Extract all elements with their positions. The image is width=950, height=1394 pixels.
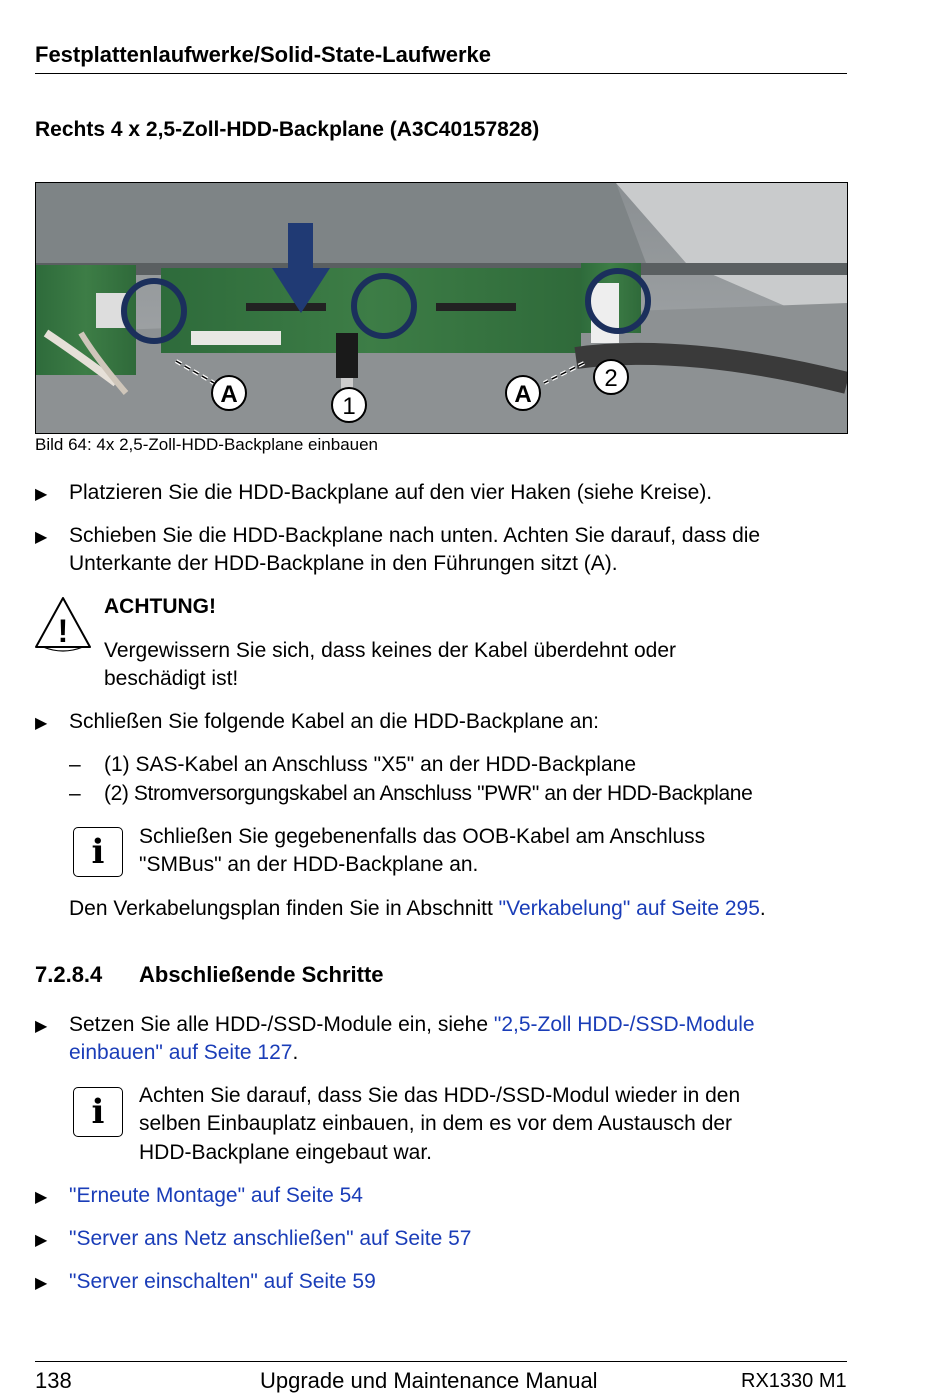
info-text: Achten Sie darauf, dass Sie das HDD-/SSD-Modul wieder in den [139,1084,741,1107]
svg-text:!: ! [57,613,69,649]
step-text: Schieben Sie die HDD-Backplane nach unten. Achten Sie darauf, dass die [69,524,761,547]
bullet-icon: ▶ [35,1189,48,1206]
cabling-link[interactable]: "Verkabelung" auf Seite 295 [498,897,760,920]
info-text: "SMBus" an der HDD-Backplane an. [139,853,479,876]
callout-a-right: A [514,381,532,408]
callout-2: 2 [604,365,618,392]
final-step-suffix: . [292,1041,299,1064]
callout-1: 1 [342,393,356,420]
step-text: Platzieren Sie die HDD-Backplane auf den vier Haken (siehe Kreise). [69,481,713,504]
step-text: Schließen Sie folgende Kabel an die HDD-Backplane an: [69,710,599,733]
caution-text: beschädigt ist! [104,667,239,690]
info-text: Schließen Sie gegebenenfalls das OOB-Kabel am Anschluss [139,825,706,848]
callout-a-left: A [220,381,238,408]
dash-marker: – [69,782,81,805]
sub-item: (1) SAS-Kabel an Anschluss "X5" an der HDD-Backplane [104,753,637,776]
caution-title: ACHTUNG! [104,595,216,618]
link-server-einschalten[interactable]: "Server einschalten" auf Seite 59 [69,1270,376,1293]
backplane-photo [35,182,848,434]
final-step-prefix: Setzen Sie alle HDD-/SSD-Module ein, siehe [69,1013,494,1036]
bullet-icon: ▶ [35,529,48,546]
sub-item: (2) Stromversorgungskabel an Anschluss "PWR" an der HDD-Backplane [104,782,753,805]
step-text [69,1011,755,1039]
bullet-icon: ▶ [35,1275,48,1292]
page-number: 138 [35,1368,72,1393]
hdd-module-link[interactable]: einbauen" auf Seite 127 [69,1041,293,1064]
info-icon: i [73,827,123,877]
link-erneute-montage[interactable]: "Erneute Montage" auf Seite 54 [69,1184,363,1207]
caution-icon [33,595,93,653]
info-text: selben Einbauplatz einbauen, in dem es vor dem Austausch der [139,1112,733,1135]
info-icon: i [73,1087,123,1137]
subsection-number: 7.2.8.4 [35,962,103,987]
running-header: Festplattenlaufwerke/Solid-State-Laufwerke [35,42,491,67]
figure-caption: Bild 64: 4x 2,5-Zoll-HDD-Backplane einbauen [35,435,379,454]
bullet-icon: ▶ [35,1018,48,1035]
hdd-module-link[interactable]: "2,5-Zoll HDD-/SSD-Module [493,1013,755,1036]
info-text: HDD-Backplane eingebaut war. [139,1141,432,1164]
section-title: Rechts 4 x 2,5-Zoll-HDD-Backplane (A3C40157828) [35,118,540,141]
step-text: Unterkante der HDD-Backplane in den Führungen sitzt (A). [69,552,618,575]
footer-title: Upgrade und Maintenance Manual [260,1368,598,1393]
footer-model: RX1330 M1 [741,1370,847,1392]
bullet-icon: ▶ [35,486,48,503]
header-divider [35,73,847,74]
backplane-photo-illustration [36,183,847,433]
caution-text: Vergewissern Sie sich, dass keines der Kabel überdehnt oder [104,639,677,662]
footer-divider [35,1361,847,1362]
step-text [69,1039,298,1067]
link-server-ans-netz[interactable]: "Server ans Netz anschließen" auf Seite 57 [69,1227,472,1250]
dash-marker: – [69,753,81,776]
cabling-note [69,895,766,923]
bullet-icon: ▶ [35,1232,48,1249]
cabling-suffix: . [759,897,766,920]
subsection-title: Abschließende Schritte [139,962,384,987]
cabling-prefix: Den Verkabelungsplan finden Sie in Abschnitt [69,897,499,920]
bullet-icon: ▶ [35,715,48,732]
